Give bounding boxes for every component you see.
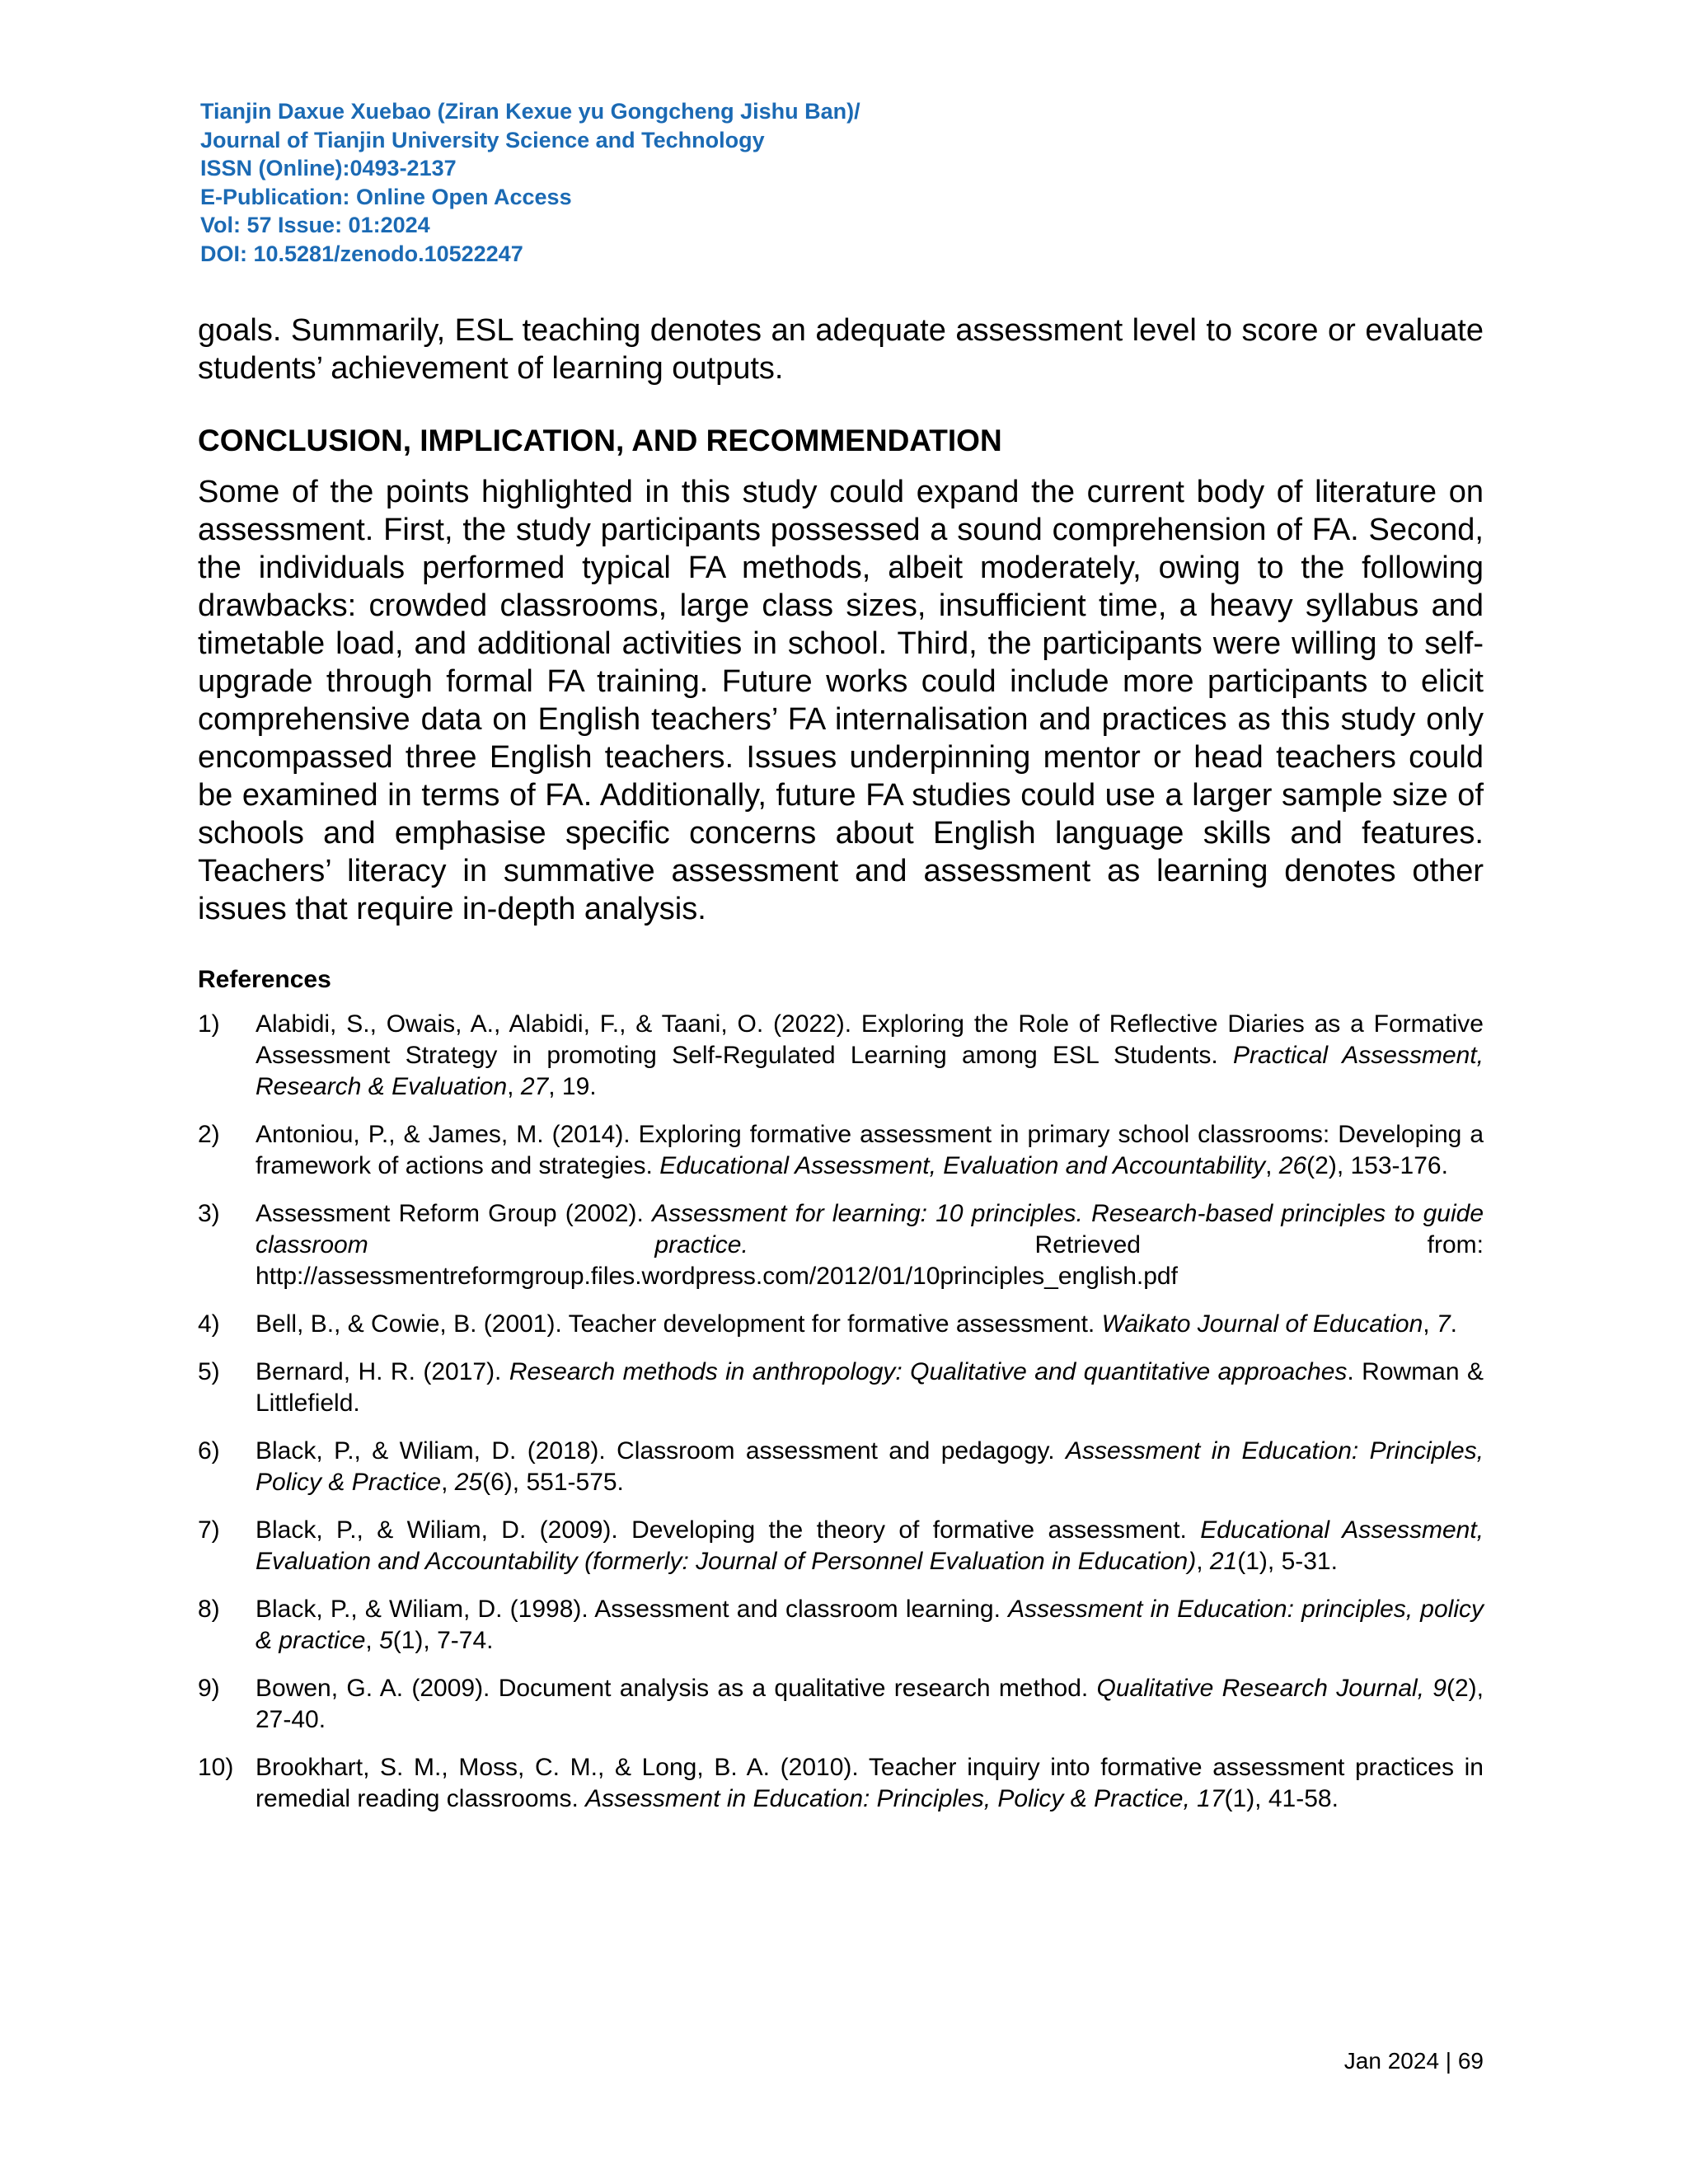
reference-number: 7) <box>198 1516 220 1544</box>
reference-italic-part: 21 <box>1209 1548 1238 1575</box>
reference-part: (2), 153-176. <box>1306 1152 1448 1179</box>
reference-number: 5) <box>198 1358 220 1385</box>
reference-italic-part: Educational Assessment, Evaluation and Accountability (formerly: Journal of Personnel Evaluation in Education) <box>256 1516 1484 1575</box>
reference-part: , <box>1196 1548 1210 1575</box>
reference-italic-part: Assessment in Education: principles, policy & practice <box>256 1596 1484 1654</box>
reference-text <box>256 1198 1484 1292</box>
reference-part: , <box>507 1073 521 1100</box>
header-line: Journal of Tianjin University Science and Technology <box>200 127 765 152</box>
reference-number: 3) <box>198 1200 220 1227</box>
reference-item <box>198 1594 1484 1657</box>
reference-italic-part: Practical Assessment, Research & Evaluation <box>256 1042 1484 1100</box>
reference-part: , <box>365 1627 380 1654</box>
conclusion-paragraph: Some of the points highlighted in this study could expand the current body of literature on assessment. First, the study participants possessed a sound comprehension of FA. Second, the individuals performed typical FA methods, albeit moderately, owing to the following drawbacks: crowded classrooms, large class sizes, insufficient time, a heavy syllabus and timetable load, and additional activities in school. Third, the participants were willing to self-upgrade through formal FA training. Future works could include more participants to elicit comprehensive data on English teachers’ FA internalisation and practices as this study only encompassed three English teachers. Issues underpinning mentor or head teachers could be examined in terms of FA. Additionally, future FA studies could use a larger sample size of schools and emphasise specific concerns about English language skills and features. Teachers’ literacy in summative assessment and assessment as learning denotes other issues that require in-depth analysis. <box>198 475 1484 926</box>
reference-item <box>198 1119 1484 1182</box>
header-line: DOI: 10.5281/zenodo.10522247 <box>200 241 523 266</box>
reference-number: 2) <box>198 1121 220 1148</box>
reference-part: . <box>1450 1310 1457 1338</box>
section-title: CONCLUSION, IMPLICATION, AND RECOMMENDATION <box>198 424 1002 457</box>
reference-part: Bell, B., & Cowie, B. (2001). Teacher development for formative assessment. <box>256 1310 1102 1338</box>
intro-paragraph: goals. Summarily, ESL teaching denotes an adequate assessment level to score or evaluate students’ achievement of learning outputs. <box>198 313 1484 386</box>
reference-part: (2), 27-40. <box>256 1675 1484 1733</box>
reference-number: 9) <box>198 1675 220 1702</box>
header-line: Vol: 57 Issue: 01:2024 <box>200 213 430 237</box>
reference-list <box>198 1009 1484 1815</box>
reference-text <box>256 1752 1484 1815</box>
reference-part: Black, P., & Wiliam, D. (2018). Classroom assessment and pedagogy. <box>256 1437 1066 1465</box>
reference-part: Black, P., & Wiliam, D. (2009). Developing the theory of formative assessment. <box>256 1516 1201 1544</box>
reference-item <box>198 1198 1484 1292</box>
reference-italic-part: 26 <box>1278 1152 1307 1179</box>
header-line: E-Publication: Online Open Access <box>200 184 572 209</box>
reference-text <box>256 1009 1484 1103</box>
page-footer: Jan 2024 | 69 <box>1343 2048 1484 2074</box>
reference-part: (1), 7-74. <box>392 1627 494 1654</box>
reference-part: (6), 551-575. <box>482 1469 624 1496</box>
reference-number: 8) <box>198 1596 220 1623</box>
reference-item <box>198 1515 1484 1577</box>
journal-header <box>200 97 860 268</box>
reference-italic-part: 25 <box>454 1469 483 1496</box>
reference-italic-part: Assessment in Education: Principles, Policy & Practice, 17 <box>585 1785 1225 1812</box>
reference-part: . Rowman & Littlefield. <box>256 1358 1484 1417</box>
reference-number: 10) <box>198 1754 234 1781</box>
reference-part: (1), 41-58. <box>1224 1785 1339 1812</box>
reference-italic-part: Assessment in Education: Principles, Policy & Practice <box>256 1437 1484 1496</box>
reference-part: Assessment Reform Group (2002). <box>256 1200 653 1227</box>
reference-italic-part: Research methods in anthropology: Qualitative and quantitative approaches <box>509 1358 1348 1385</box>
reference-part: , 19. <box>548 1073 597 1100</box>
reference-part: , <box>1265 1152 1279 1179</box>
reference-text <box>256 1594 1484 1657</box>
header-line: Tianjin Daxue Xuebao (Ziran Kexue yu Gongcheng Jishu Ban)/ <box>200 99 860 124</box>
references-title: References <box>198 966 331 993</box>
reference-italic-part: Assessment for learning: 10 principles. Research-based principles to guide classroom practice. <box>256 1200 1484 1258</box>
reference-number: 4) <box>198 1310 220 1338</box>
reference-part: Antoniou, P., & James, M. (2014). Exploring formative assessment in primary school classrooms: Developing a framework of actions and strategies. <box>256 1121 1484 1179</box>
reference-part: Bernard, H. R. (2017). <box>256 1358 509 1385</box>
reference-part: , <box>441 1469 455 1496</box>
reference-part: (1), 5-31. <box>1237 1548 1338 1575</box>
reference-part: Retrieved from: http://assessmentreformgroup.files.wordpress.com/2012/01/10principles_english.pdf <box>256 1231 1484 1290</box>
reference-italic-part: 5 <box>379 1627 393 1654</box>
reference-number: 1) <box>198 1010 220 1038</box>
reference-italic-part: Qualitative Research Journal, 9 <box>1096 1675 1447 1702</box>
reference-part: , <box>1423 1310 1437 1338</box>
reference-text <box>256 1357 1484 1419</box>
reference-item <box>198 1436 1484 1498</box>
reference-item <box>198 1357 1484 1419</box>
header-line: ISSN (Online):0493-2137 <box>200 156 457 180</box>
reference-text <box>256 1309 1484 1340</box>
page-content <box>198 312 1484 1831</box>
reference-item <box>198 1673 1484 1736</box>
reference-part: Black, P., & Wiliam, D. (1998). Assessment and classroom learning. <box>256 1596 1009 1623</box>
reference-part: Alabidi, S., Owais, A., Alabidi, F., & Taani, O. (2022). Exploring the Role of Reflective Diaries as a Formative Assessment Strategy in promoting Self-Regulated Learning among ESL Students. <box>256 1010 1484 1069</box>
reference-text <box>256 1119 1484 1182</box>
reference-italic-part: Waikato Journal of Education <box>1101 1310 1423 1338</box>
reference-text <box>256 1436 1484 1498</box>
reference-italic-part: 7 <box>1436 1310 1451 1338</box>
reference-item <box>198 1309 1484 1340</box>
reference-part: Bowen, G. A. (2009). Document analysis as a qualitative research method. <box>256 1675 1097 1702</box>
reference-item <box>198 1752 1484 1815</box>
reference-italic-part: Educational Assessment, Evaluation and Accountability <box>659 1152 1266 1179</box>
reference-item <box>198 1009 1484 1103</box>
reference-part: Brookhart, S. M., Moss, C. M., & Long, B. A. (2010). Teacher inquiry into formative assessment practices in remedial reading classrooms. <box>256 1754 1484 1812</box>
reference-text <box>256 1515 1484 1577</box>
reference-number: 6) <box>198 1437 220 1465</box>
reference-italic-part: 27 <box>520 1073 549 1100</box>
reference-text <box>256 1673 1484 1736</box>
